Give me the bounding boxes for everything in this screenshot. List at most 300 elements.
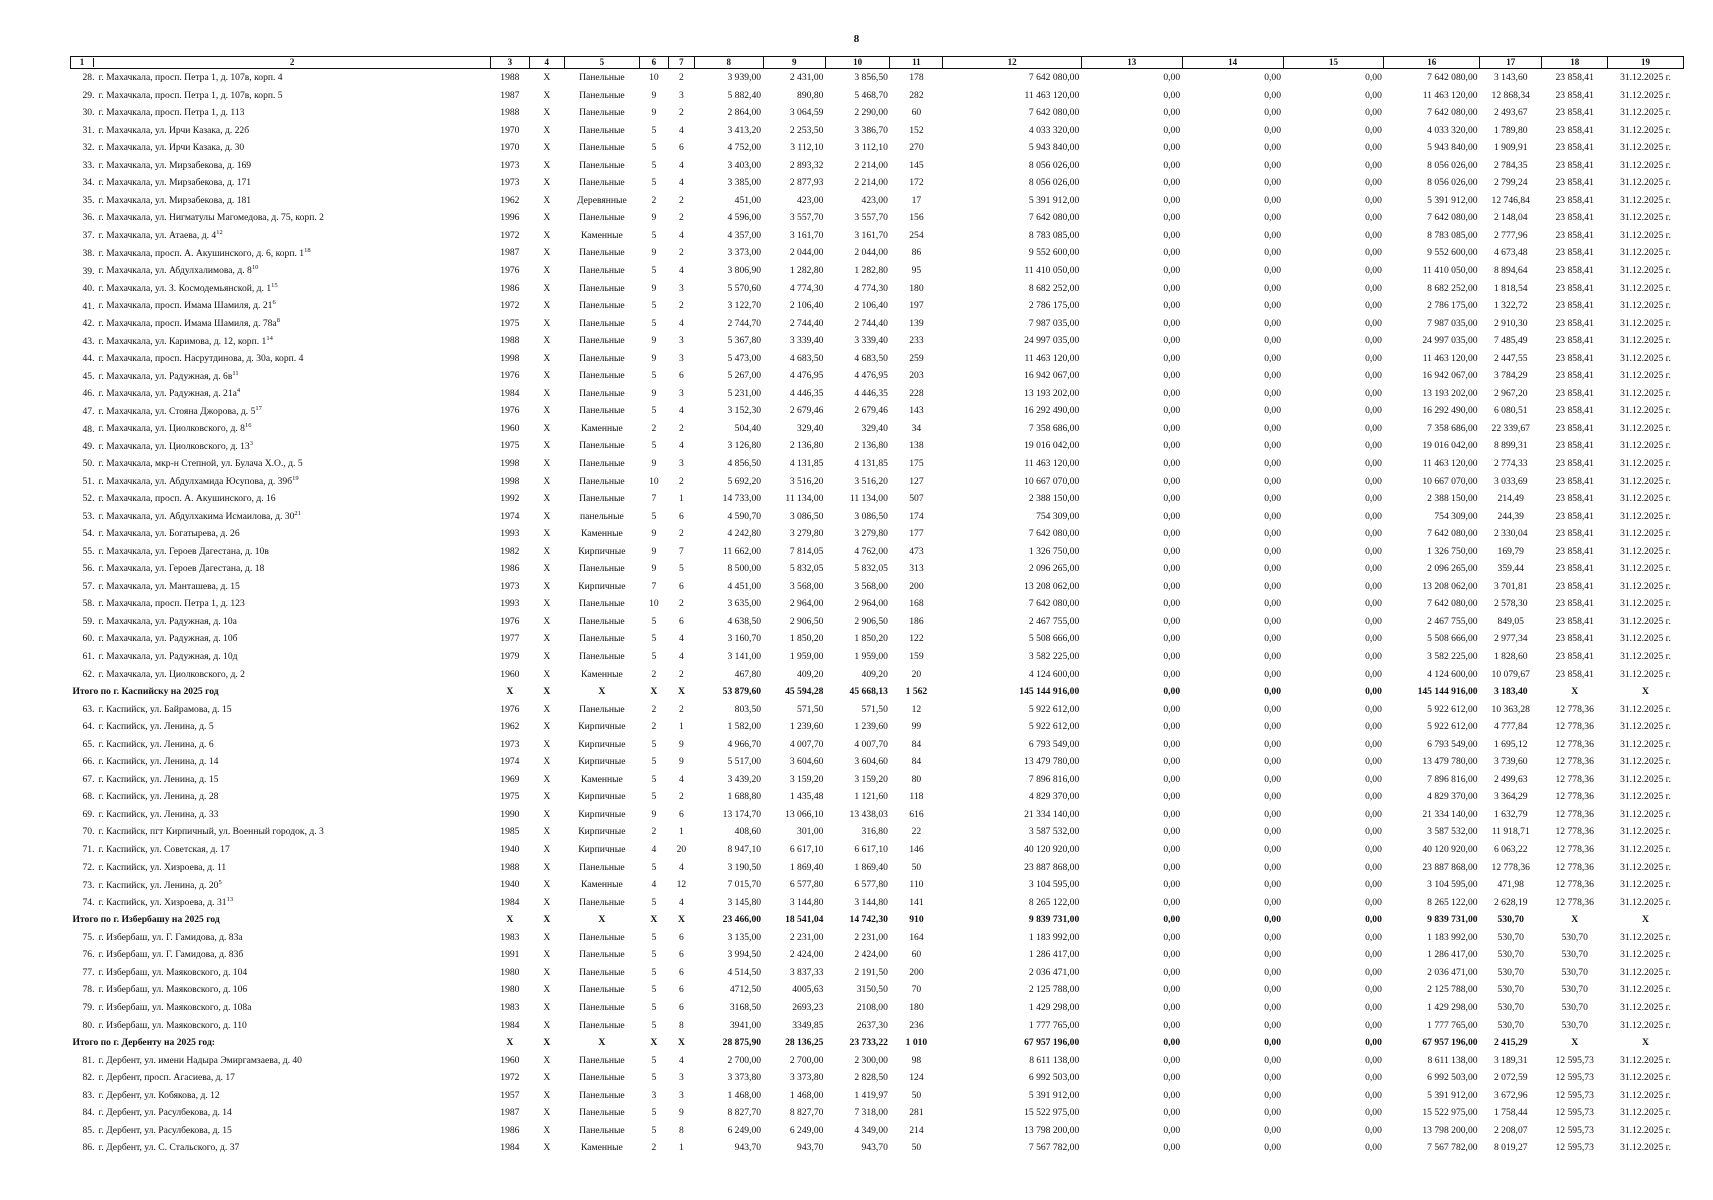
data-cell: 1972 — [500, 1072, 520, 1084]
data-cell: 1975 — [500, 791, 520, 803]
table-row — [71, 1052, 1684, 1070]
data-cell: 2 864,00 — [727, 107, 762, 119]
data-cell: 1 326 750,00 — [1427, 545, 1478, 557]
data-cell: 0,00 — [1163, 528, 1181, 540]
data-cell: 5 — [651, 651, 657, 663]
data-cell: 7 642 080,00 — [1028, 528, 1080, 540]
data-cell: 0,00 — [1365, 931, 1382, 943]
data-cell: X — [543, 264, 551, 276]
data-cell: 2 679,46 — [789, 405, 824, 417]
data-cell: Панельные — [579, 458, 625, 469]
data-cell: 2 424,00 — [789, 949, 824, 961]
data-cell: 1975 — [500, 440, 520, 452]
data-cell: X — [543, 668, 551, 680]
data-cell: Панельные — [579, 1054, 625, 1066]
data-cell: 0,00 — [1163, 914, 1181, 926]
table-row — [71, 262, 1684, 280]
table-row — [71, 139, 1684, 157]
address-text: г. Махачкала, ул. Мирзабекова, д. 181 — [98, 194, 252, 206]
table-row — [71, 876, 1684, 894]
data-cell: 507 — [909, 493, 924, 505]
address-cell — [71, 139, 491, 157]
row-number: 42. — [82, 318, 95, 330]
data-cell: 0,00 — [1365, 949, 1382, 961]
column-number: 3 — [491, 57, 529, 69]
data-cell: 2 — [679, 212, 684, 224]
address-cell — [71, 753, 491, 771]
table-row — [71, 718, 1684, 736]
data-cell: 3 144,80 — [789, 896, 824, 908]
data-cell: 0,00 — [1264, 615, 1281, 627]
data-cell: 8 056 026,00 — [1028, 159, 1080, 171]
data-cell: 2 828,50 — [854, 1072, 888, 1084]
data-cell: 0,00 — [1163, 861, 1181, 873]
data-cell: 0,00 — [1163, 791, 1181, 803]
address-cell — [71, 1139, 491, 1157]
data-cell: 0,00 — [1264, 844, 1281, 856]
data-cell: 8 056 026,00 — [1028, 177, 1080, 189]
data-cell: 4 446,35 — [854, 387, 888, 399]
data-cell: 4 242,80 — [727, 528, 762, 540]
data-cell: 2 415,29 — [1493, 1037, 1528, 1049]
footnote-ref: 13 — [226, 896, 234, 904]
data-cell: 23 733,22 — [849, 1037, 888, 1049]
data-cell: 451,00 — [734, 194, 762, 206]
data-cell: Панельные — [579, 300, 625, 312]
data-cell: Панельные — [579, 317, 625, 329]
data-cell: 45 668,13 — [849, 686, 888, 698]
data-cell: 31.12.2025 г. — [1620, 1107, 1671, 1119]
row-number: 57. — [82, 580, 95, 592]
data-cell: 4 007,70 — [854, 738, 888, 750]
data-cell: 31.12.2025 г. — [1620, 949, 1671, 961]
data-cell: 5 — [651, 896, 657, 908]
row-number: 43. — [82, 335, 95, 347]
data-cell: 0,00 — [1365, 896, 1382, 908]
data-cell: 0,00 — [1264, 1089, 1281, 1101]
data-cell: 1 — [679, 1142, 684, 1154]
data-cell: 0,00 — [1365, 791, 1382, 803]
data-cell: 11 134,00 — [849, 493, 888, 505]
data-cell: 9 — [651, 458, 657, 469]
data-cell: 473 — [909, 545, 924, 557]
data-cell: 2 493,67 — [1493, 107, 1528, 119]
data-cell: 0,00 — [1163, 826, 1181, 838]
address-cell — [71, 508, 491, 526]
data-cell: 1 183 992,00 — [1427, 931, 1478, 943]
data-cell: 23 858,41 — [1555, 370, 1594, 382]
address-cell — [71, 771, 491, 789]
data-cell: 31.12.2025 г. — [1620, 422, 1671, 434]
data-cell: 0,00 — [1163, 1107, 1181, 1119]
subtotal-row — [71, 1034, 1684, 1052]
data-cell: 0,00 — [1365, 458, 1382, 469]
data-cell: 12 868,34 — [1491, 89, 1530, 101]
data-cell: X — [543, 738, 551, 750]
row-number: 52. — [82, 493, 95, 505]
data-cell: 7 987 035,00 — [1427, 317, 1478, 329]
data-cell: 1 777 765,00 — [1427, 1019, 1478, 1031]
data-cell: 3 604,60 — [854, 756, 888, 768]
data-cell: 3 141,00 — [727, 651, 762, 663]
table-row — [71, 964, 1684, 982]
data-cell: 4 — [679, 1054, 684, 1066]
data-cell: 4 762,00 — [854, 545, 888, 557]
data-cell: 10 667 070,00 — [1422, 475, 1478, 487]
data-cell: 471,98 — [1497, 879, 1524, 891]
data-cell: 0,00 — [1264, 1054, 1281, 1066]
address-cell — [71, 1017, 491, 1035]
footnote-ref: 4 — [236, 387, 241, 395]
data-cell: 13 193 202,00 — [1422, 387, 1478, 399]
data-cell: 31.12.2025 г. — [1620, 335, 1671, 347]
data-cell: 4 — [679, 633, 684, 645]
data-cell: 0,00 — [1264, 177, 1281, 189]
data-cell: 21 334 140,00 — [1024, 808, 1080, 820]
data-cell: 409,20 — [797, 668, 824, 680]
data-cell: 1993 — [500, 598, 520, 610]
data-cell: 23 858,41 — [1555, 352, 1594, 364]
address-cell — [71, 1122, 491, 1140]
data-cell: 1984 — [500, 387, 520, 399]
data-cell: 0,00 — [1365, 773, 1382, 785]
address-cell — [71, 297, 491, 315]
data-cell: 23 858,41 — [1555, 510, 1594, 522]
data-cell: 6 — [679, 931, 684, 943]
data-cell: 3 856,50 — [854, 71, 888, 83]
data-cell: 122 — [909, 633, 924, 645]
data-cell: 2 893,32 — [789, 159, 824, 171]
data-cell: Панельные — [579, 703, 625, 715]
data-cell: 19 016 042,00 — [1422, 440, 1478, 452]
data-cell: 1 282,80 — [854, 264, 888, 276]
table-row — [71, 771, 1684, 789]
data-cell: 2 784,35 — [1493, 159, 1528, 171]
address-text: г. Дербент, ул. Кобякова, д. 12 — [98, 1089, 220, 1101]
data-cell: 5 — [651, 966, 657, 978]
data-cell: 943,70 — [734, 1142, 762, 1154]
data-cell: X — [543, 1019, 551, 1031]
data-cell: 4 033 320,00 — [1028, 124, 1080, 136]
data-cell: 0,00 — [1365, 1107, 1382, 1119]
data-cell: 6 — [679, 615, 684, 627]
address-cell — [71, 999, 491, 1017]
data-cell: Каменные — [580, 229, 623, 241]
data-cell: 0,00 — [1163, 738, 1181, 750]
data-cell: 5 — [651, 1019, 657, 1031]
data-cell: 0,00 — [1365, 194, 1382, 206]
data-cell: 1987 — [500, 1107, 520, 1119]
address-cell — [71, 280, 491, 298]
column-number-row — [71, 57, 1684, 69]
address-cell — [71, 666, 491, 684]
data-cell: 5 468,70 — [854, 89, 888, 101]
data-cell: 1 818,54 — [1493, 282, 1528, 294]
data-cell: 12 778,36 — [1491, 861, 1530, 873]
data-cell: 2 036 471,00 — [1427, 966, 1478, 978]
column-number: 13 — [1081, 57, 1182, 69]
data-cell: 16 942 067,00 — [1422, 370, 1478, 382]
table-row — [71, 209, 1684, 227]
data-cell: 0,00 — [1163, 387, 1181, 399]
data-cell: 530,70 — [1561, 984, 1588, 996]
data-cell: 3 189,31 — [1493, 1054, 1528, 1066]
data-cell: 0,00 — [1264, 703, 1281, 715]
data-cell: 1990 — [500, 808, 520, 820]
data-cell: Панельные — [579, 370, 625, 382]
data-cell: 0,00 — [1264, 1037, 1281, 1049]
page-number: 8 — [853, 33, 860, 45]
data-cell: 124 — [909, 1072, 924, 1084]
data-cell: 12 778,36 — [1555, 703, 1594, 715]
data-cell: 4 — [651, 879, 657, 891]
data-cell: 530,70 — [1497, 966, 1524, 978]
address-text: г. Каспийск, ул. Хизроева, д. 11 — [98, 861, 227, 873]
address-cell — [71, 613, 491, 631]
data-cell: Панельные — [579, 1107, 625, 1119]
data-cell: 5 — [651, 264, 657, 276]
column-number: 17 — [1480, 57, 1542, 69]
data-cell: 4 683,50 — [854, 352, 888, 364]
row-number: 62. — [82, 668, 95, 680]
data-cell: 0,00 — [1163, 89, 1181, 101]
data-cell: 1996 — [500, 212, 520, 224]
data-cell: 0,00 — [1264, 826, 1281, 838]
data-cell: 6 — [679, 966, 684, 978]
row-number: 60. — [82, 633, 95, 645]
data-cell: 4 033 320,00 — [1427, 124, 1478, 136]
data-cell: 5 391 912,00 — [1427, 194, 1478, 206]
data-cell: 1 777 765,00 — [1028, 1019, 1080, 1031]
data-cell: 0,00 — [1163, 458, 1181, 469]
data-cell: X — [1642, 686, 1649, 698]
data-cell: 5 — [651, 1001, 657, 1013]
data-cell: 31.12.2025 г. — [1620, 896, 1671, 908]
data-cell: 0,00 — [1365, 370, 1382, 382]
data-cell: X — [543, 615, 551, 627]
data-cell: 31.12.2025 г. — [1620, 387, 1671, 399]
data-cell: 31.12.2025 г. — [1620, 1072, 1671, 1084]
data-cell: 11 918,71 — [1491, 826, 1530, 838]
row-number: 78. — [82, 984, 95, 996]
row-number: 79. — [82, 1001, 95, 1013]
subtotal-row — [71, 911, 1684, 929]
data-cell: 31.12.2025 г. — [1620, 861, 1671, 873]
data-cell: 0,00 — [1264, 335, 1281, 347]
data-cell: 11 463 120,00 — [1422, 89, 1478, 101]
address-text: г. Каспийск, ул. Ленина, д. 6 — [98, 738, 214, 750]
data-cell: 1 828,60 — [1493, 651, 1528, 663]
data-cell: 0,00 — [1264, 545, 1281, 557]
data-cell: 2 777,96 — [1493, 229, 1528, 241]
data-cell: 13 798 200,00 — [1024, 1124, 1080, 1136]
data-cell: 0,00 — [1365, 282, 1382, 294]
data-cell: 1 632,79 — [1493, 808, 1528, 820]
data-cell: 12 595,73 — [1555, 1089, 1594, 1101]
data-cell: 1988 — [500, 335, 520, 347]
row-number: 63. — [82, 703, 95, 715]
address-text: г. Махачкала, ул. Радужная, д. 10д — [98, 651, 238, 663]
data-cell: 3 403,00 — [727, 159, 762, 171]
data-cell: 5 — [651, 142, 657, 154]
data-cell: 8 682 252,00 — [1427, 282, 1478, 294]
data-cell: 23 858,41 — [1555, 493, 1594, 505]
data-cell: 1 869,40 — [854, 861, 888, 873]
data-cell: X — [543, 1001, 551, 1013]
data-cell: 3 806,90 — [727, 264, 762, 276]
table-row — [71, 578, 1684, 596]
data-cell: 5 — [651, 756, 657, 768]
data-cell: 2 300,00 — [854, 1054, 888, 1066]
data-cell: 467,80 — [734, 668, 762, 680]
address-text: г. Махачкала, ул. Радужная, д. 10б — [98, 633, 238, 645]
data-cell: 13 066,10 — [785, 808, 824, 820]
address-text: г. Махачкала, мкр-н Степной, ул. Булача Х.О., д. 5 — [98, 458, 303, 469]
data-cell: 31.12.2025 г. — [1620, 598, 1671, 610]
table-row — [71, 420, 1684, 438]
data-cell: 3 994,50 — [727, 949, 762, 961]
data-cell: 1940 — [500, 879, 520, 891]
data-cell: 1973 — [500, 580, 520, 592]
data-cell: 84 — [911, 756, 922, 768]
data-cell: 6 — [679, 1001, 684, 1013]
data-cell: 4 446,35 — [789, 387, 824, 399]
data-cell: 3 557,70 — [789, 212, 824, 224]
data-cell: 31.12.2025 г. — [1620, 71, 1671, 83]
data-cell: 0,00 — [1264, 984, 1281, 996]
row-number: 68. — [82, 791, 95, 803]
data-cell: 5 943 840,00 — [1028, 142, 1080, 154]
data-cell: 4 — [679, 896, 684, 908]
column-number: 19 — [1607, 57, 1683, 69]
data-cell: 4 638,50 — [727, 615, 762, 627]
row-number: 41. — [82, 300, 95, 312]
table-row — [71, 946, 1684, 964]
data-cell: 6 — [679, 949, 684, 961]
data-cell: 203 — [909, 370, 924, 382]
data-cell: 0,00 — [1264, 598, 1281, 610]
data-cell: 1 322,72 — [1493, 300, 1528, 312]
data-cell: 254 — [909, 229, 924, 241]
data-cell: 2 964,00 — [789, 598, 824, 610]
data-cell: 0,00 — [1365, 563, 1382, 575]
table-row — [71, 490, 1684, 508]
data-cell: 2 — [679, 247, 684, 259]
data-cell: 0,00 — [1365, 1072, 1382, 1084]
data-cell: 31.12.2025 г. — [1620, 1089, 1671, 1101]
data-cell: 31.12.2025 г. — [1620, 844, 1671, 856]
data-cell: 11 463 120,00 — [1024, 458, 1080, 469]
data-cell: 4 — [679, 773, 684, 785]
row-number: 33. — [82, 159, 95, 171]
data-cell: 530,70 — [1497, 1019, 1524, 1031]
address-cell — [71, 367, 491, 385]
address-cell — [71, 595, 491, 613]
row-number: 72. — [82, 861, 95, 873]
data-cell: 2 799,24 — [1493, 177, 1528, 189]
data-cell: 23 858,41 — [1555, 440, 1594, 452]
data-cell: 31.12.2025 г. — [1620, 317, 1671, 329]
data-cell: 329,40 — [797, 422, 824, 434]
address-cell — [71, 227, 491, 245]
data-cell: 127 — [909, 475, 924, 487]
data-cell: 1973 — [500, 738, 520, 750]
address-cell — [71, 262, 491, 280]
data-cell: 12 778,36 — [1555, 896, 1594, 908]
data-cell: 0,00 — [1365, 317, 1382, 329]
data-cell: 301,00 — [797, 826, 824, 838]
data-cell: X — [543, 580, 551, 592]
address-text: г. Махачкала, просп. Имама Шамиля, д. 21 — [98, 300, 273, 312]
data-cell: 1962 — [500, 194, 520, 206]
data-cell: 6 — [679, 808, 684, 820]
data-cell: 7 — [679, 545, 684, 557]
address-cell — [71, 473, 491, 491]
data-cell: 0,00 — [1163, 598, 1181, 610]
data-cell: 1992 — [500, 493, 520, 505]
footnote-ref: 3 — [249, 439, 253, 447]
data-cell: 0,00 — [1365, 475, 1382, 487]
data-cell: 1986 — [500, 1124, 520, 1136]
address-text: г. Махачкала, ул. Абдулхакима Исмаилова, д. 30 — [98, 511, 295, 523]
data-cell: 1 468,00 — [727, 1089, 762, 1101]
data-cell: 0,00 — [1163, 124, 1181, 136]
data-cell: 1984 — [500, 896, 520, 908]
data-cell: 0,00 — [1365, 545, 1382, 557]
data-cell: 3 413,20 — [727, 124, 762, 136]
data-cell: 7 814,05 — [789, 545, 824, 557]
data-cell: X — [543, 879, 551, 891]
data-cell: Кирпичные — [578, 738, 626, 750]
address-text: г. Махачкала, ул. Манташева, д. 15 — [98, 580, 240, 592]
data-cell: 1 850,20 — [854, 633, 888, 645]
table-row — [71, 701, 1684, 719]
data-cell: 0,00 — [1365, 405, 1382, 417]
data-cell: 31.12.2025 г. — [1620, 651, 1671, 663]
address-text: г. Махачкала, ул. Циолковского, д. 8 — [98, 423, 245, 435]
data-cell: 0,00 — [1365, 1019, 1382, 1031]
address-text: г. Избербаш, ул. Маяковского, д. 104 — [98, 966, 248, 978]
row-number: 38. — [82, 248, 95, 260]
data-cell: 67 957 196,00 — [1422, 1037, 1478, 1049]
data-cell: 12 — [676, 879, 687, 891]
data-cell: 1973 — [500, 159, 520, 171]
data-cell: 3 385,00 — [727, 177, 762, 189]
footnote-ref: 6 — [272, 299, 276, 307]
data-cell: Каменные — [580, 1142, 623, 1154]
data-cell: 23 858,41 — [1555, 475, 1594, 487]
data-cell: 0,00 — [1163, 107, 1181, 119]
data-cell: 8 265 122,00 — [1028, 896, 1080, 908]
data-cell: 7 — [651, 580, 657, 592]
data-cell: 5 — [651, 124, 657, 136]
row-number: 40. — [82, 283, 95, 295]
address-text: г. Махачкала, ул. Атаева, д. 4 — [98, 230, 217, 242]
row-number: 53. — [82, 511, 95, 523]
data-cell: 5 — [651, 370, 657, 382]
data-cell: 2 — [651, 422, 657, 434]
data-cell: Каменные — [580, 773, 623, 785]
data-cell: 1 429 298,00 — [1427, 1001, 1478, 1013]
data-cell: 2 — [651, 703, 657, 715]
data-cell: X — [543, 633, 551, 645]
data-cell: 4 856,50 — [727, 458, 762, 469]
data-cell: 0,00 — [1264, 773, 1281, 785]
data-cell: X — [543, 703, 551, 715]
data-cell: 2 — [651, 721, 657, 733]
data-cell: 9 839 731,00 — [1028, 914, 1080, 926]
data-cell: 1 850,20 — [789, 633, 824, 645]
